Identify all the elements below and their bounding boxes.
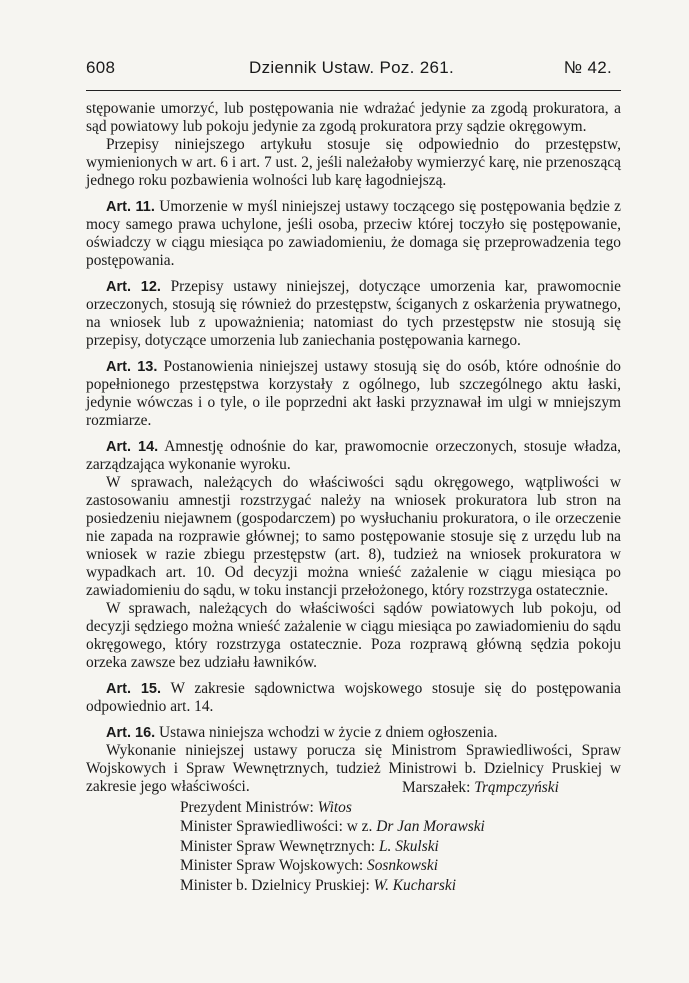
paragraph [86,600,621,672]
paragraph-text: Umorzenie w myśl niniejszej ustawy toczącego się postępowania będzie z mocy samego prawa uchylone, jeśli osoba, przeciw której toczyło się postępowanie, oświadczy w ciągu miesiąca po zawiadomieniu, że domaga się przeprowadzenia tego postępowania. [86,198,621,269]
paragraph-text: W sprawach, należących do właściwości sądów powiatowych lub pokoju, od decyzji sędziego można wnieść zażalenie w ciągu miesiąca po zawiadomieniu do sądu okręgowego, który rozstrzyga ostatecznie. Poza rozprawą główną sędzia pokoju orzeka zawsze bez udziału ławników. [86,600,621,671]
paragraph-text: Wykonanie niniejszej ustawy poruczа się Ministrom Sprawiedliwości, Spraw Wojskowych i Spraw Wewnętrznych, tudzież Ministrowi b. Dzielnicy Pruskiej w zakresie jego właściwości. [86,742,621,795]
signature-line [180,778,620,798]
signatory-name: Witos [317,798,352,816]
paragraph-text: Przepisy ustawy niniejszej, dotyczące umorzenia kar, prawomocnie orzeczonych, stosują się również do przestępstw, ściganych z oskarżenia prywatnego, na wniosek lub z upoważnienia; natomiast do tych przestępstw nie stosują się przepisy, dotyczące umorzenia lub zaniechania postępowania karnego. [86,278,621,349]
paragraph-text: W sprawach, należących do właściwości sądu okręgowego, wątpliwości w zastosowaniu amnestji rozstrzygać należy na wniosek prokuratora lub stron na posiedzeniu niejawnem (gospodarczem) po wysłuchaniu prokuratora, o ile orzeczenie nie zapada na rozprawie głównej; to samo postępowanie stosuje się z urzędu lub na wniosek w razie zbiegu przestępstw (art. 8), tudzież na wniosek prokuratora w wypadkach art. 10. Od decyzji można wnieść zażalenie w ciągu miesiąca po zawiadomieniu do sądu, w toku instancji przełożonego, który rozstrzyga ostatecznie. [86,474,621,599]
paragraph-text: stępowanie umorzyć, lub postępowania nie wdrażać jedynie za zgodą prokuratora, a sąd powiatowy lub pokoju jedynie za zgodą prokuratora przy sądzie okręgowym. [86,100,621,135]
article-label: Art. 15. [106,681,162,697]
paragraph [86,474,621,600]
signatory-name: Dr Jan Morawski [376,818,485,835]
paragraph [86,136,621,190]
article-label: Art. 13. [106,359,158,375]
signature-line [180,837,620,857]
article-label: Art. 16. [106,725,156,741]
article-13 [86,358,621,430]
article-label: Art. 12. [106,279,161,295]
signatory-role: Marszałek: [402,779,471,796]
article-16 [86,724,621,742]
signatory-name: L. Skulski [378,837,439,855]
signatory-role: Minister Spraw Wewnętrznych: [180,837,376,855]
signatory-role: Prezydent Ministrów: [180,798,314,816]
paragraph [86,100,621,136]
signatory-role: Minister Spraw Wojskowych: [180,857,364,874]
paragraph-text: Amnestję odnośnie do kar, prawomocnie orzeczonych, stosuje władza, zarządzająca wykonanie wyroku. [86,438,621,473]
page-number: 608 [86,58,116,77]
article-14 [86,438,621,474]
issue-number: № 42. [563,58,612,77]
article-label: Art. 11. [106,199,155,215]
article-15 [86,680,621,716]
document-body [86,100,621,796]
article-label: Art. 14. [106,439,159,455]
paragraph-text: W zakresie sądownictwa wojskowego stosuje się do postępowania odpowiednio art. 14. [86,680,621,715]
paragraph-text: Przepisy niniejszego artykułu stosuje się odpowiednio do przestępstw, wymienionych w art. 6 i art. 7 ust. 2, jeśli należałoby wymierzyć karę, nie przenoszącą jednego roku pozbawienia wolności lub karę łagodniejszą. [86,136,621,189]
article-11 [86,198,621,270]
header-rule [86,90,621,91]
signatory-name: W. Kucharski [373,876,457,894]
paragraph-text: Postanowienia niniejszej ustawy stosują się do osób, które odnośnie do popełnionego przestępstwa korzystały z ogólnego, lub szczególnego aktu łaski, jedynie wówczas i o tyle, o ile poprzedni akt łaski przyznawał im ulgi w mniejszym rozmiarze. [86,358,621,429]
signatory-role: Minister Sprawiedliwości: w z. [180,818,373,835]
signatory-name: Sosnkowski [367,857,438,874]
signature-line [180,876,620,896]
article-12 [86,278,621,350]
page-header [86,52,626,82]
signature-block [180,778,620,895]
signatory-name: Trąmpczyński [474,779,559,796]
paragraph-text: Ustawa niniejsza wchodzi w życie z dniem ogłoszenia. [159,724,498,741]
signatory-role: Minister b. Dzielnicy Pruskiej: [180,876,370,894]
signature-line [180,798,620,818]
journal-title: Dziennik Ustaw. Poz. 261. [249,58,454,77]
signature-line [180,817,620,837]
signature-line [180,856,620,876]
